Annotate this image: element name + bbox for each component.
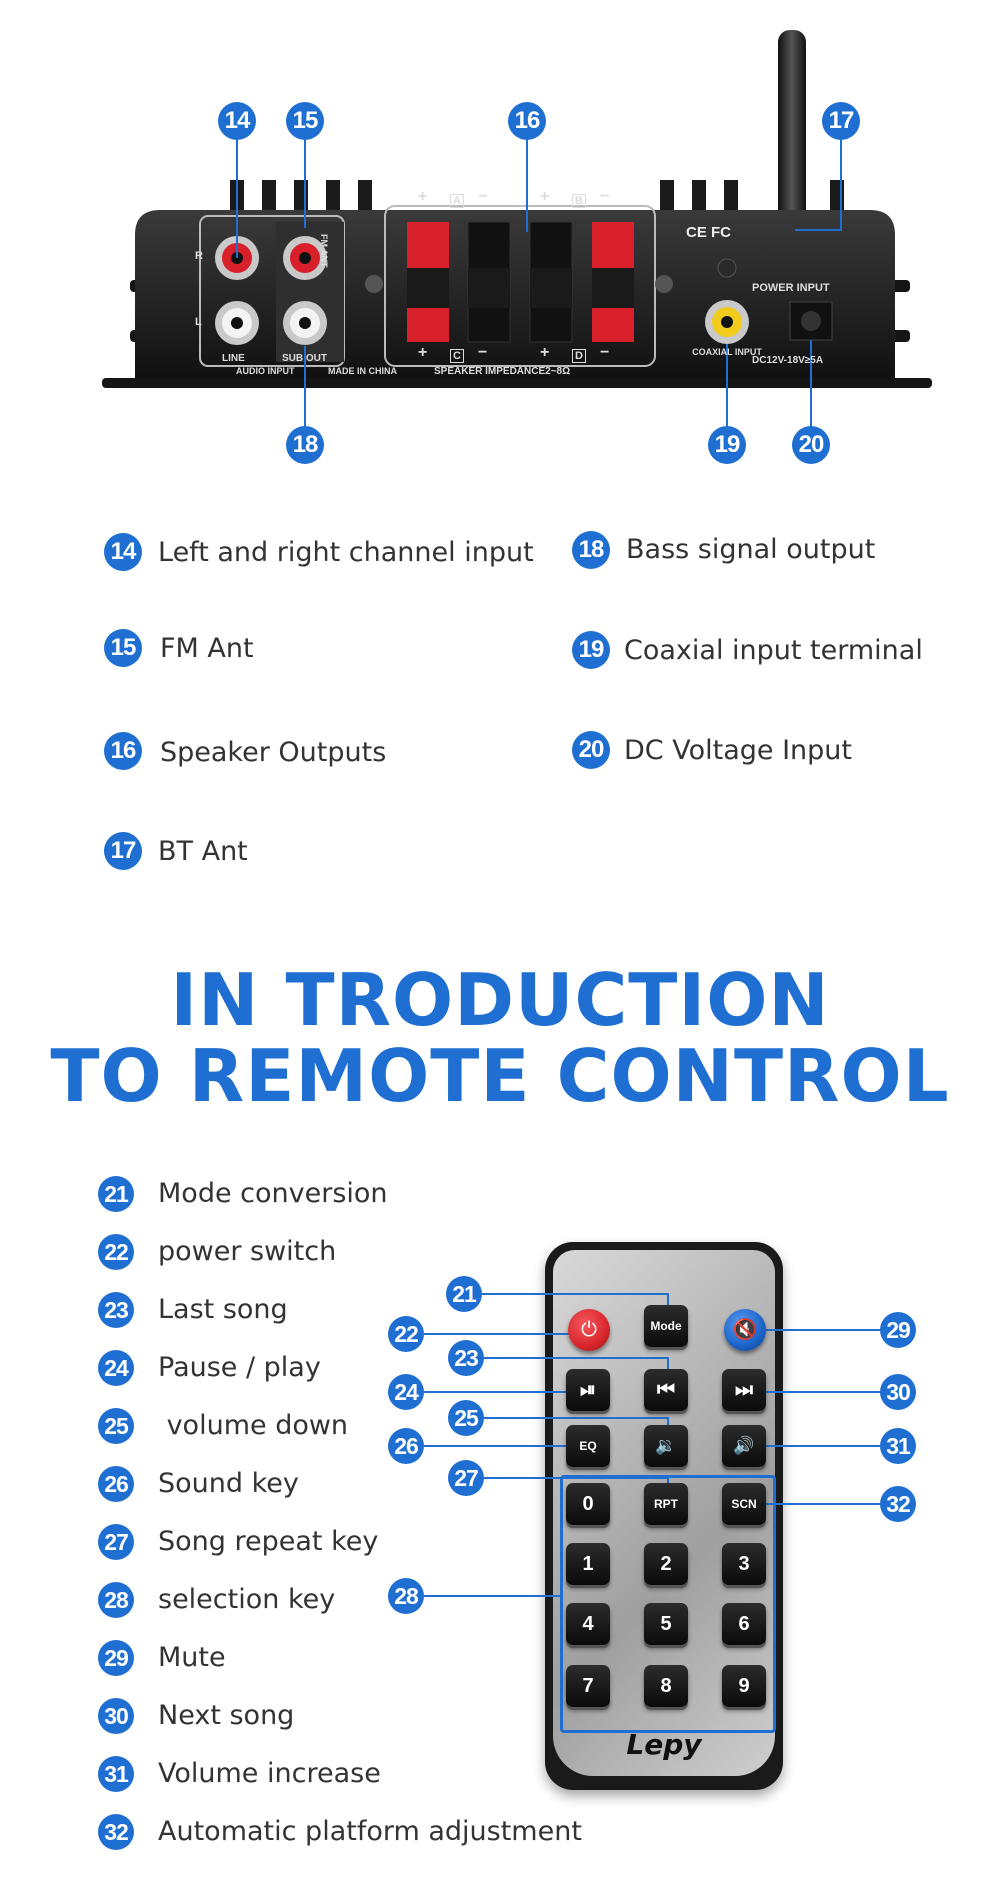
previous-song-button[interactable]: ⏮ (644, 1369, 688, 1411)
callout-badge: 25 (448, 1400, 484, 1436)
callout-badge: 29 (880, 1312, 916, 1348)
label-speaker-impedance: SPEAKER IMPEDANCE2~8Ω (434, 366, 571, 377)
feature-number-badge: 31 (98, 1756, 134, 1792)
feature-label: Coaxial input terminal (624, 635, 923, 666)
label-plus-a: + (418, 188, 428, 205)
label-fm-ant: FM ANT (319, 234, 329, 268)
eq-button[interactable]: EQ (566, 1425, 610, 1467)
label-minus-d: − (600, 344, 610, 361)
volume-down-button[interactable]: 🔉 (644, 1425, 688, 1467)
digit-1-button[interactable]: 1 (566, 1543, 610, 1585)
feature-label: Next song (158, 1700, 295, 1731)
digit-5-button[interactable]: 5 (644, 1603, 688, 1645)
digit-4-button[interactable]: 4 (566, 1603, 610, 1645)
callout-badge: 27 (448, 1460, 484, 1496)
callout-badge: 20 (792, 426, 830, 464)
label-term-b: B (572, 194, 586, 208)
label-made-in: MADE IN CHINA (328, 366, 397, 376)
feature-label: Sound key (158, 1468, 299, 1499)
label-cert: CE FC (686, 224, 731, 241)
remote-brand-logo: Lepy (626, 1728, 702, 1761)
callout-badge: 16 (508, 102, 546, 140)
feature-label: Song repeat key (158, 1526, 379, 1557)
feature-label: selection key (158, 1584, 336, 1615)
feature-label: BT Ant (158, 836, 248, 867)
play-pause-button[interactable]: ⏯ (566, 1369, 610, 1411)
callout-badge: 23 (448, 1340, 484, 1376)
digit-6-button[interactable]: 6 (722, 1603, 766, 1645)
feature-number-badge: 32 (98, 1814, 134, 1850)
label-line: LINE (222, 353, 245, 364)
scn-button[interactable]: SCN (722, 1483, 766, 1525)
feature-label: Bass signal output (626, 534, 876, 565)
label-l: L (195, 316, 202, 328)
callout-badge: 32 (880, 1486, 916, 1522)
feature-label: DC Voltage Input (624, 735, 852, 766)
feature-label: Pause / play (158, 1352, 321, 1383)
label-coaxial-input: COAXIAL INPUT (692, 347, 762, 357)
label-minus-c: − (478, 344, 488, 361)
digit-8-button[interactable]: 8 (644, 1665, 688, 1707)
feature-number-badge: 18 (572, 531, 610, 569)
feature-number-badge: 28 (98, 1582, 134, 1618)
feature-label: Speaker Outputs (160, 737, 387, 768)
label-term-a: A (450, 194, 464, 208)
callout-badge: 17 (822, 102, 860, 140)
label-dc-spec: DC12V-18V≥5A (752, 355, 824, 366)
section-title-line2: TO REMOTE CONTROL (50, 1034, 950, 1118)
callout-badge: 19 (708, 426, 746, 464)
feature-number-badge: 23 (98, 1292, 134, 1328)
power-button[interactable]: ⏻ (568, 1309, 610, 1351)
feature-number-badge: 19 (572, 631, 610, 669)
digit-9-button[interactable]: 9 (722, 1665, 766, 1707)
callout-badge: 24 (388, 1374, 424, 1410)
repeat-button[interactable]: RPT (644, 1483, 688, 1525)
label-minus-b: − (600, 188, 610, 205)
label-minus-a: − (478, 188, 488, 205)
feature-number-badge: 20 (572, 731, 610, 769)
label-audio-input: AUDIO INPUT (236, 366, 295, 376)
feature-number-badge: 22 (98, 1234, 134, 1270)
digit-0-button[interactable]: 0 (566, 1483, 610, 1525)
callout-badge: 28 (388, 1578, 424, 1614)
feature-number-badge: 21 (98, 1176, 134, 1212)
callout-badge: 21 (446, 1276, 482, 1312)
digit-7-button[interactable]: 7 (566, 1665, 610, 1707)
feature-label: Last song (158, 1294, 288, 1325)
label-plus-c: + (418, 344, 428, 361)
feature-label: power switch (158, 1236, 337, 1267)
feature-label: Mode conversion (158, 1178, 388, 1209)
feature-label: FM Ant (160, 633, 254, 664)
feature-number-badge: 17 (104, 832, 142, 870)
label-term-c: C (450, 349, 464, 363)
callout-badge: 15 (286, 102, 324, 140)
next-song-button[interactable]: ⏭ (722, 1369, 766, 1411)
feature-number-badge: 27 (98, 1524, 134, 1560)
callout-badge: 26 (388, 1428, 424, 1464)
feature-number-badge: 15 (104, 629, 142, 667)
section-title-line1: IN TRODUCTION (170, 958, 830, 1042)
feature-number-badge: 24 (98, 1350, 134, 1386)
feature-label: Left and right channel input (158, 537, 534, 568)
label-plus-b: + (540, 188, 550, 205)
feature-label: Volume increase (158, 1758, 381, 1789)
label-r: R (195, 250, 203, 262)
volume-up-button[interactable]: 🔊 (722, 1425, 766, 1467)
callout-badge: 22 (388, 1316, 424, 1352)
callout-badge: 31 (880, 1428, 916, 1464)
feature-number-badge: 16 (104, 732, 142, 770)
feature-number-badge: 29 (98, 1640, 134, 1676)
label-power-input: POWER INPUT (752, 282, 830, 294)
label-term-d: D (572, 349, 586, 363)
callout-badge: 18 (286, 426, 324, 464)
callout-badge: 14 (218, 102, 256, 140)
feature-number-badge: 30 (98, 1698, 134, 1734)
feature-label: Mute (158, 1642, 226, 1673)
label-sub-out: SUB OUT (282, 353, 327, 364)
digit-2-button[interactable]: 2 (644, 1543, 688, 1585)
feature-label: Automatic platform adjustment (158, 1816, 582, 1847)
feature-label: volume down (158, 1410, 349, 1441)
feature-number-badge: 25 (98, 1408, 134, 1444)
feature-number-badge: 14 (104, 533, 142, 571)
callout-badge: 30 (880, 1374, 916, 1410)
mode-button[interactable]: Mode (644, 1305, 688, 1347)
feature-number-badge: 26 (98, 1466, 134, 1502)
mute-button[interactable]: 🔇 (724, 1309, 766, 1351)
label-plus-d: + (540, 344, 550, 361)
digit-3-button[interactable]: 3 (722, 1543, 766, 1585)
